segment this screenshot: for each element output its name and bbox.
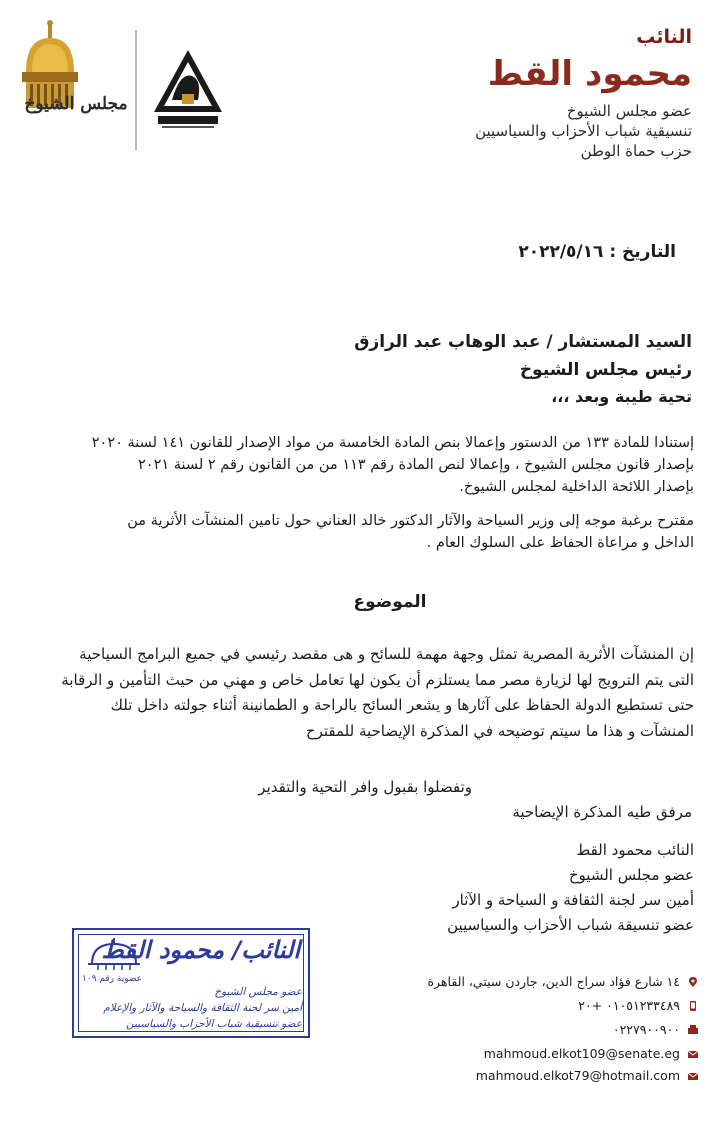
location-icon <box>688 977 698 987</box>
stamp-line: أمين سر لجنة الثقافة والسياحة والآثار والإعلام <box>103 1002 302 1014</box>
intro-line: بإصدار قانون مجلس الشيوخ ، وإعمالا لنص المادة رقم ١١٣ من من القانون رقم ٢ لسنة ٢٠٢١ <box>138 457 694 473</box>
fax-text: ٠٢٢٧٩٠٠٩٠٠ <box>612 1022 680 1037</box>
proposal-line: مقترح برغبة موجه إلى وزير السياحة والآثار الدكتور خالد العناني حول تامين المنشآت الأثرية من <box>127 513 694 529</box>
stamp-line: عضو مجلس الشيوخ <box>214 986 302 998</box>
email-icon <box>688 1049 698 1059</box>
senate-logo-text: مجلس الشيوخ <box>24 94 128 114</box>
letter-date: التاريخ : ٢٠٢٢/٥/١٦ <box>518 242 676 262</box>
intro-line: بإصدار اللائحة الداخلية لمجلس الشيوخ. <box>459 479 694 495</box>
fax-icon <box>688 1025 698 1035</box>
email-hotmail[interactable]: mahmoud.elkot79@hotmail.com <box>475 1068 680 1083</box>
signature-block <box>394 838 694 938</box>
header-line-senate: عضو مجلس الشيوخ <box>566 102 692 120</box>
contact-email-senate <box>484 1046 698 1061</box>
email-icon <box>688 1071 698 1081</box>
header-divider <box>135 30 137 150</box>
body-line: التى يتم الترويج لها لزيارة مصر مما يستلزم أن يكون لها تعامل خاص و مهني من حيث التأمين و الرقابة <box>61 670 694 689</box>
contact-email-hotmail <box>476 1068 698 1083</box>
phone-text: ٠١٠٥١٢٣٣٤٨٩ +٢٠ <box>578 998 680 1013</box>
body-line: حتى تستطيع الدولة الحفاظ على آثارها و يشعر السائح بالراحة و الطمانينة أثناء جولته داخل تلك <box>110 696 694 714</box>
contact-phone <box>578 998 698 1013</box>
closing-line: وتفضلوا بقبول وافر التحية والتقدير <box>258 778 472 796</box>
intro-paragraph <box>14 432 694 498</box>
body-line: إن المنشآت الأثرية المصرية تمثل وجهة مهمة للسائح و هى مقصد رئيسي في جميع البرامج السياحية <box>79 645 694 663</box>
greeting: تحية طيبة وبعد ،،، <box>551 387 692 406</box>
signature-line: عضو مجلس الشيوخ <box>568 866 694 884</box>
addressee-title: رئيس مجلس الشيوخ <box>519 360 692 380</box>
stamp-name: النائب/ محمود القط <box>101 936 300 964</box>
signature-line: أمين سر لجنة الثقافة و السياحة و الآثار <box>452 891 694 909</box>
email-senate[interactable]: mahmoud.elkot109@senate.eg <box>483 1046 680 1061</box>
address-text: ١٤ شارع فؤاد سراج الدين، جاردن سيتي، القاهرة <box>427 974 680 989</box>
body-paragraph <box>9 642 694 744</box>
official-stamp <box>72 928 310 1038</box>
attachment-note: مرفق طيه المذكرة الإيضاحية <box>512 803 692 821</box>
stamp-line: عضو تنسيقية شباب الأحزاب والسياسيين <box>126 1018 302 1030</box>
header-line-coordination: تنسيقية شباب الأحزاب والسياسيين <box>475 122 692 140</box>
contact-address <box>427 974 698 989</box>
addressee-name: السيد المستشار / عبد الوهاب عبد الرازق <box>354 332 692 352</box>
subject-heading: الموضوع <box>353 592 427 612</box>
signature-line: عضو تنسيقة شباب الأحزاب والسياسيين <box>447 916 694 934</box>
header-line-party: حزب حماة الوطن <box>580 142 692 160</box>
body-line: المنشآت و هذا ما سيتم توضيحه في المذكرة الإيضاحية للمقترح <box>305 721 694 740</box>
header-name: محمود القط <box>487 54 692 94</box>
stamp-membership: عضوية رقم ١٠٩ <box>82 974 143 984</box>
proposal-line: الداخل و مراعاة الحفاظ على السلوك العام . <box>426 535 694 551</box>
party-logo <box>148 42 228 132</box>
phone-icon <box>688 1001 698 1011</box>
contact-fax <box>613 1022 698 1037</box>
proposal-paragraph <box>14 510 694 554</box>
signature-line: النائب محمود القط <box>576 841 694 859</box>
senate-logo <box>18 20 133 130</box>
intro-line: إستنادا للمادة ١٣٣ من الدستور وإعمالا بنص المادة الخامسة من مواد الإصدار للقانون ١٤١ لسنة ٢٠٢٠ <box>91 435 694 451</box>
header-title: النائب <box>636 26 692 48</box>
